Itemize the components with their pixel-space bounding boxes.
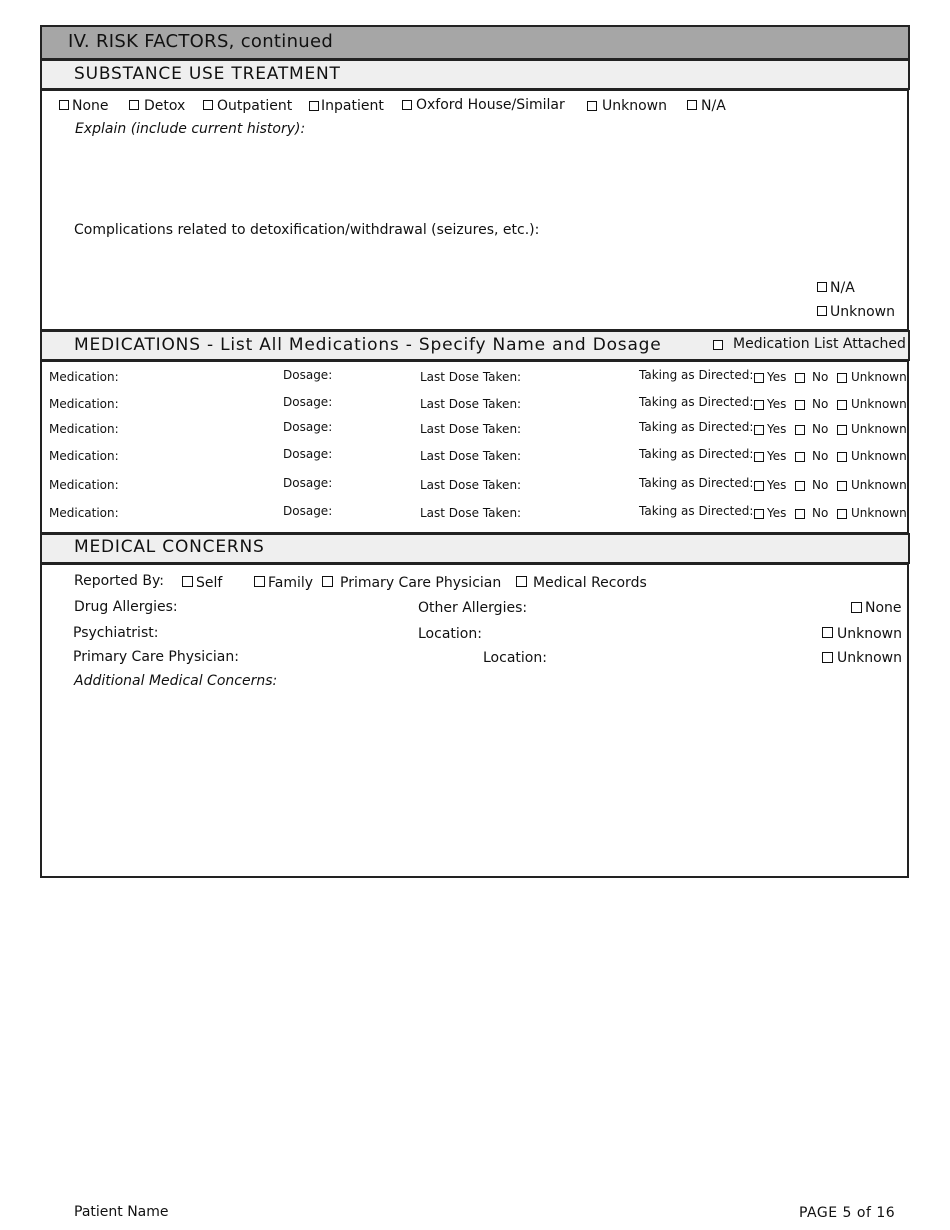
dosage-label: Dosage: (283, 447, 333, 461)
taking-as-directed-label: Taking as Directed: (639, 504, 754, 518)
checkbox[interactable] (817, 282, 827, 292)
checkbox[interactable] (851, 602, 862, 613)
additional-concerns-label: Additional Medical Concerns: (74, 673, 278, 689)
reported-by-label: Reported By: (74, 573, 164, 589)
checkbox[interactable] (754, 425, 764, 435)
last-dose-label: Last Dose Taken: (420, 449, 522, 463)
taking-as-directed-label: Taking as Directed: (639, 368, 754, 382)
dosage-label: Dosage: (283, 395, 333, 409)
pcp-location-label: Location: (483, 650, 547, 666)
checkbox[interactable] (795, 452, 805, 462)
checkbox[interactable] (837, 425, 847, 435)
medication-label: Medication: (49, 506, 119, 520)
taking-as-directed-label: Taking as Directed: (639, 447, 754, 461)
checkbox[interactable] (713, 340, 723, 350)
last-dose-label: Last Dose Taken: (420, 370, 522, 384)
checkbox[interactable] (795, 425, 805, 435)
taking-as-directed-label: Taking as Directed: (639, 420, 754, 434)
medical-title: MEDICAL CONCERNS (74, 537, 265, 557)
checkbox[interactable] (822, 627, 833, 638)
last-dose-label: Last Dose Taken: (420, 478, 522, 492)
checkbox[interactable] (322, 576, 333, 587)
section-title: IV. RISK FACTORS, continued (68, 31, 334, 52)
page-number: PAGE 5 of 16 (799, 1205, 896, 1221)
taking-as-directed-label: Taking as Directed: (639, 476, 754, 490)
checkbox[interactable] (754, 452, 764, 462)
pcp-label: Primary Care Physician: (73, 649, 239, 665)
checkbox[interactable] (837, 481, 847, 491)
checkbox[interactable] (837, 509, 847, 519)
checkbox[interactable] (822, 652, 833, 663)
checkbox[interactable] (254, 576, 265, 587)
patient-name-label: Patient Name (74, 1204, 169, 1220)
explain-label: Explain (include current history): (75, 121, 306, 137)
checkbox[interactable] (837, 452, 847, 462)
medication-label: Medication: (49, 478, 119, 492)
medications-title: MEDICATIONS - List All Medications - Specify Name and Dosage (74, 335, 662, 355)
checkbox[interactable] (795, 373, 805, 383)
checkbox[interactable] (754, 509, 764, 519)
psychiatrist-label: Psychiatrist: (73, 625, 159, 641)
checkbox[interactable] (754, 400, 764, 410)
checkbox[interactable] (402, 100, 412, 110)
medication-label: Medication: (49, 397, 119, 411)
dosage-label: Dosage: (283, 504, 333, 518)
checkbox[interactable] (837, 400, 847, 410)
dosage-label: Dosage: (283, 476, 333, 490)
last-dose-label: Last Dose Taken: (420, 422, 522, 436)
drug-allergies-label: Drug Allergies: (74, 599, 178, 615)
last-dose-label: Last Dose Taken: (420, 397, 522, 411)
medication-label: Medication: (49, 370, 119, 384)
psychiatrist-location-label: Location: (418, 626, 482, 642)
dosage-label: Dosage: (283, 420, 333, 434)
checkbox[interactable] (516, 576, 527, 587)
medication-label: Medication: (49, 422, 119, 436)
checkbox[interactable] (837, 373, 847, 383)
checkbox[interactable] (687, 100, 697, 110)
checkbox[interactable] (795, 481, 805, 491)
checkbox[interactable] (754, 373, 764, 383)
checkbox[interactable] (754, 481, 764, 491)
complications-label: Complications related to detoxification/withdrawal (seizures, etc.): (74, 222, 540, 238)
medication-label: Medication: (49, 449, 119, 463)
checkbox[interactable] (795, 400, 805, 410)
checkbox[interactable] (795, 509, 805, 519)
checkbox[interactable] (59, 100, 69, 110)
checkbox[interactable] (182, 576, 193, 587)
checkbox[interactable] (817, 306, 827, 316)
checkbox[interactable] (203, 100, 213, 110)
checkbox[interactable] (587, 101, 597, 111)
dosage-label: Dosage: (283, 368, 333, 382)
substance-title: SUBSTANCE USE TREATMENT (74, 64, 341, 84)
last-dose-label: Last Dose Taken: (420, 506, 522, 520)
taking-as-directed-label: Taking as Directed: (639, 395, 754, 409)
checkbox[interactable] (129, 100, 139, 110)
checkbox[interactable] (309, 101, 319, 111)
other-allergies-label: Other Allergies: (418, 600, 528, 616)
